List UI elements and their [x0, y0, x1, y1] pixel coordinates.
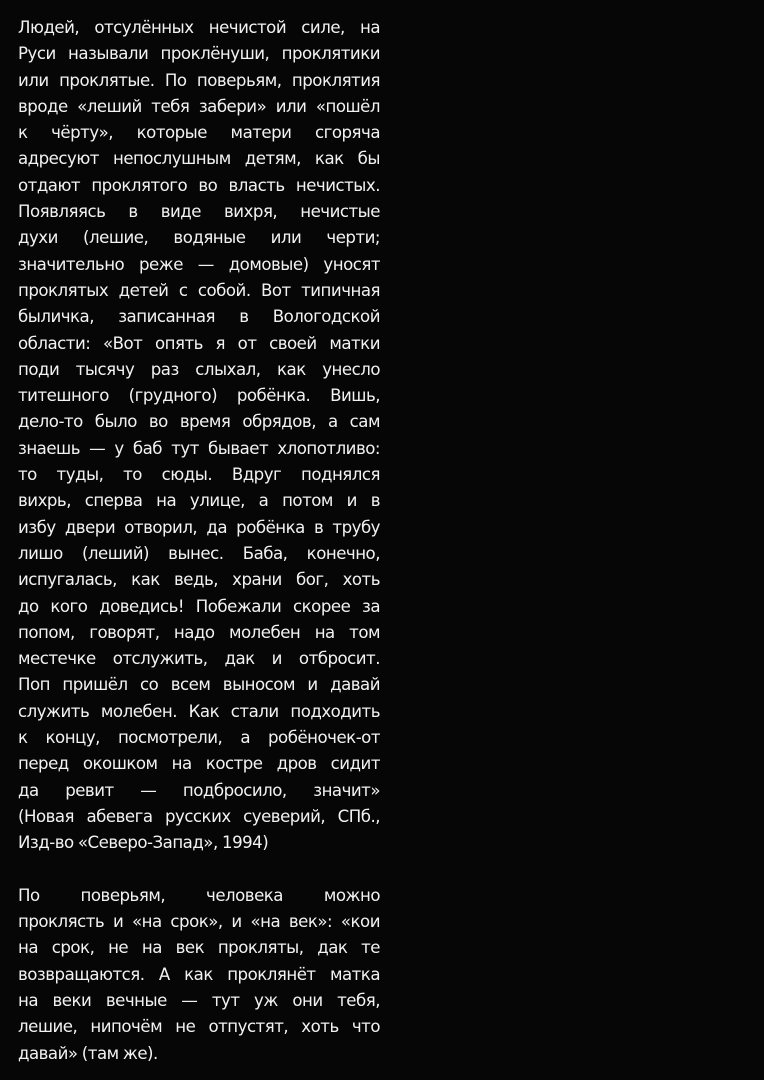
text-line: вроде «леший тебя забери» или «пошёл — [18, 96, 380, 116]
text-line: Изд-во «Северо-Запад», 1994) — [18, 833, 269, 853]
text-line: Поп пришёл со всем выносом и давай — [18, 675, 380, 695]
text-line: на веки вечные — тут уж они тебя, — [18, 991, 380, 1011]
paragraph-2 — [18, 883, 380, 1067]
text-line: испугалась, как ведь, храни бог, хоть — [18, 570, 380, 590]
text-line: лишо (леший) вынес. Баба, конечно, — [18, 543, 380, 563]
text-line: По поверьям, человека можно — [18, 885, 380, 905]
text-line: духи (лешие, водяные или черти; — [18, 228, 380, 248]
text-line: области: «Вот опять я от своей матки — [18, 333, 380, 353]
text-line: проклятых детей с собой. Вот типичная — [18, 280, 380, 300]
text-line: поди тысячу раз слыхал, как унесло — [18, 359, 380, 379]
text-line: проклясть и «на срок», и «на век»: «кои — [18, 912, 380, 932]
paragraph-1 — [18, 15, 380, 857]
text-line: дело-то было во время обрядов, а сам — [18, 412, 380, 432]
text-line: к концу, посмотрели, а робёночек-от — [18, 728, 380, 748]
text-line: избу двери отворил, да робёнка в трубу — [18, 517, 380, 537]
text-line: лешие, нипочём не отпустят, хоть что — [18, 1017, 380, 1037]
text-line: значительно реже — домовые) уносят — [18, 254, 380, 274]
text-line: к чёрту», которые матери сгоряча — [18, 123, 380, 143]
text-column — [18, 15, 380, 1067]
text-line: местечке отслужить, дак и отбросит. — [18, 649, 380, 669]
text-line: титешного (грудного) робёнка. Вишь, — [18, 386, 380, 406]
text-line: Людей, отсулённых нечистой силе, на — [18, 18, 380, 37]
text-line: да ревит — подбросило, значит» — [18, 780, 380, 800]
text-line: Руси называли проклёнуши, проклятики — [18, 44, 380, 64]
text-line: попом, говорят, надо молебен на том — [18, 622, 380, 642]
text-line: возвращаются. А как проклянёт матка — [18, 964, 380, 984]
text-line: перед окошком на костре дров сидит — [18, 754, 380, 774]
text-line: служить молебен. Как стали подходить — [18, 701, 380, 721]
text-line: на срок, не на век прокляты, дак те — [18, 938, 380, 958]
text-line: быличка, записанная в Вологодской — [18, 307, 380, 327]
text-line: адресуют непослушным детям, как бы — [18, 149, 380, 169]
text-line: давай» (там же). — [18, 1043, 158, 1063]
text-line: или проклятые. По поверьям, проклятия — [18, 70, 380, 90]
text-line: то туды, то сюды. Вдруг поднялся — [18, 465, 380, 485]
text-line: Появляясь в виде вихря, нечистые — [18, 202, 380, 222]
text-line: до кого доведись! Побежали скорее за — [18, 596, 380, 616]
text-line: отдают проклятого во власть нечистых. — [18, 175, 380, 195]
text-line: (Новая абевега русских суеверий, СПб., — [18, 806, 380, 826]
text-line: вихрь, сперва на улице, а потом и в — [18, 491, 380, 511]
text-line: знаешь — у баб тут бывает хлопотливо: — [18, 438, 380, 458]
